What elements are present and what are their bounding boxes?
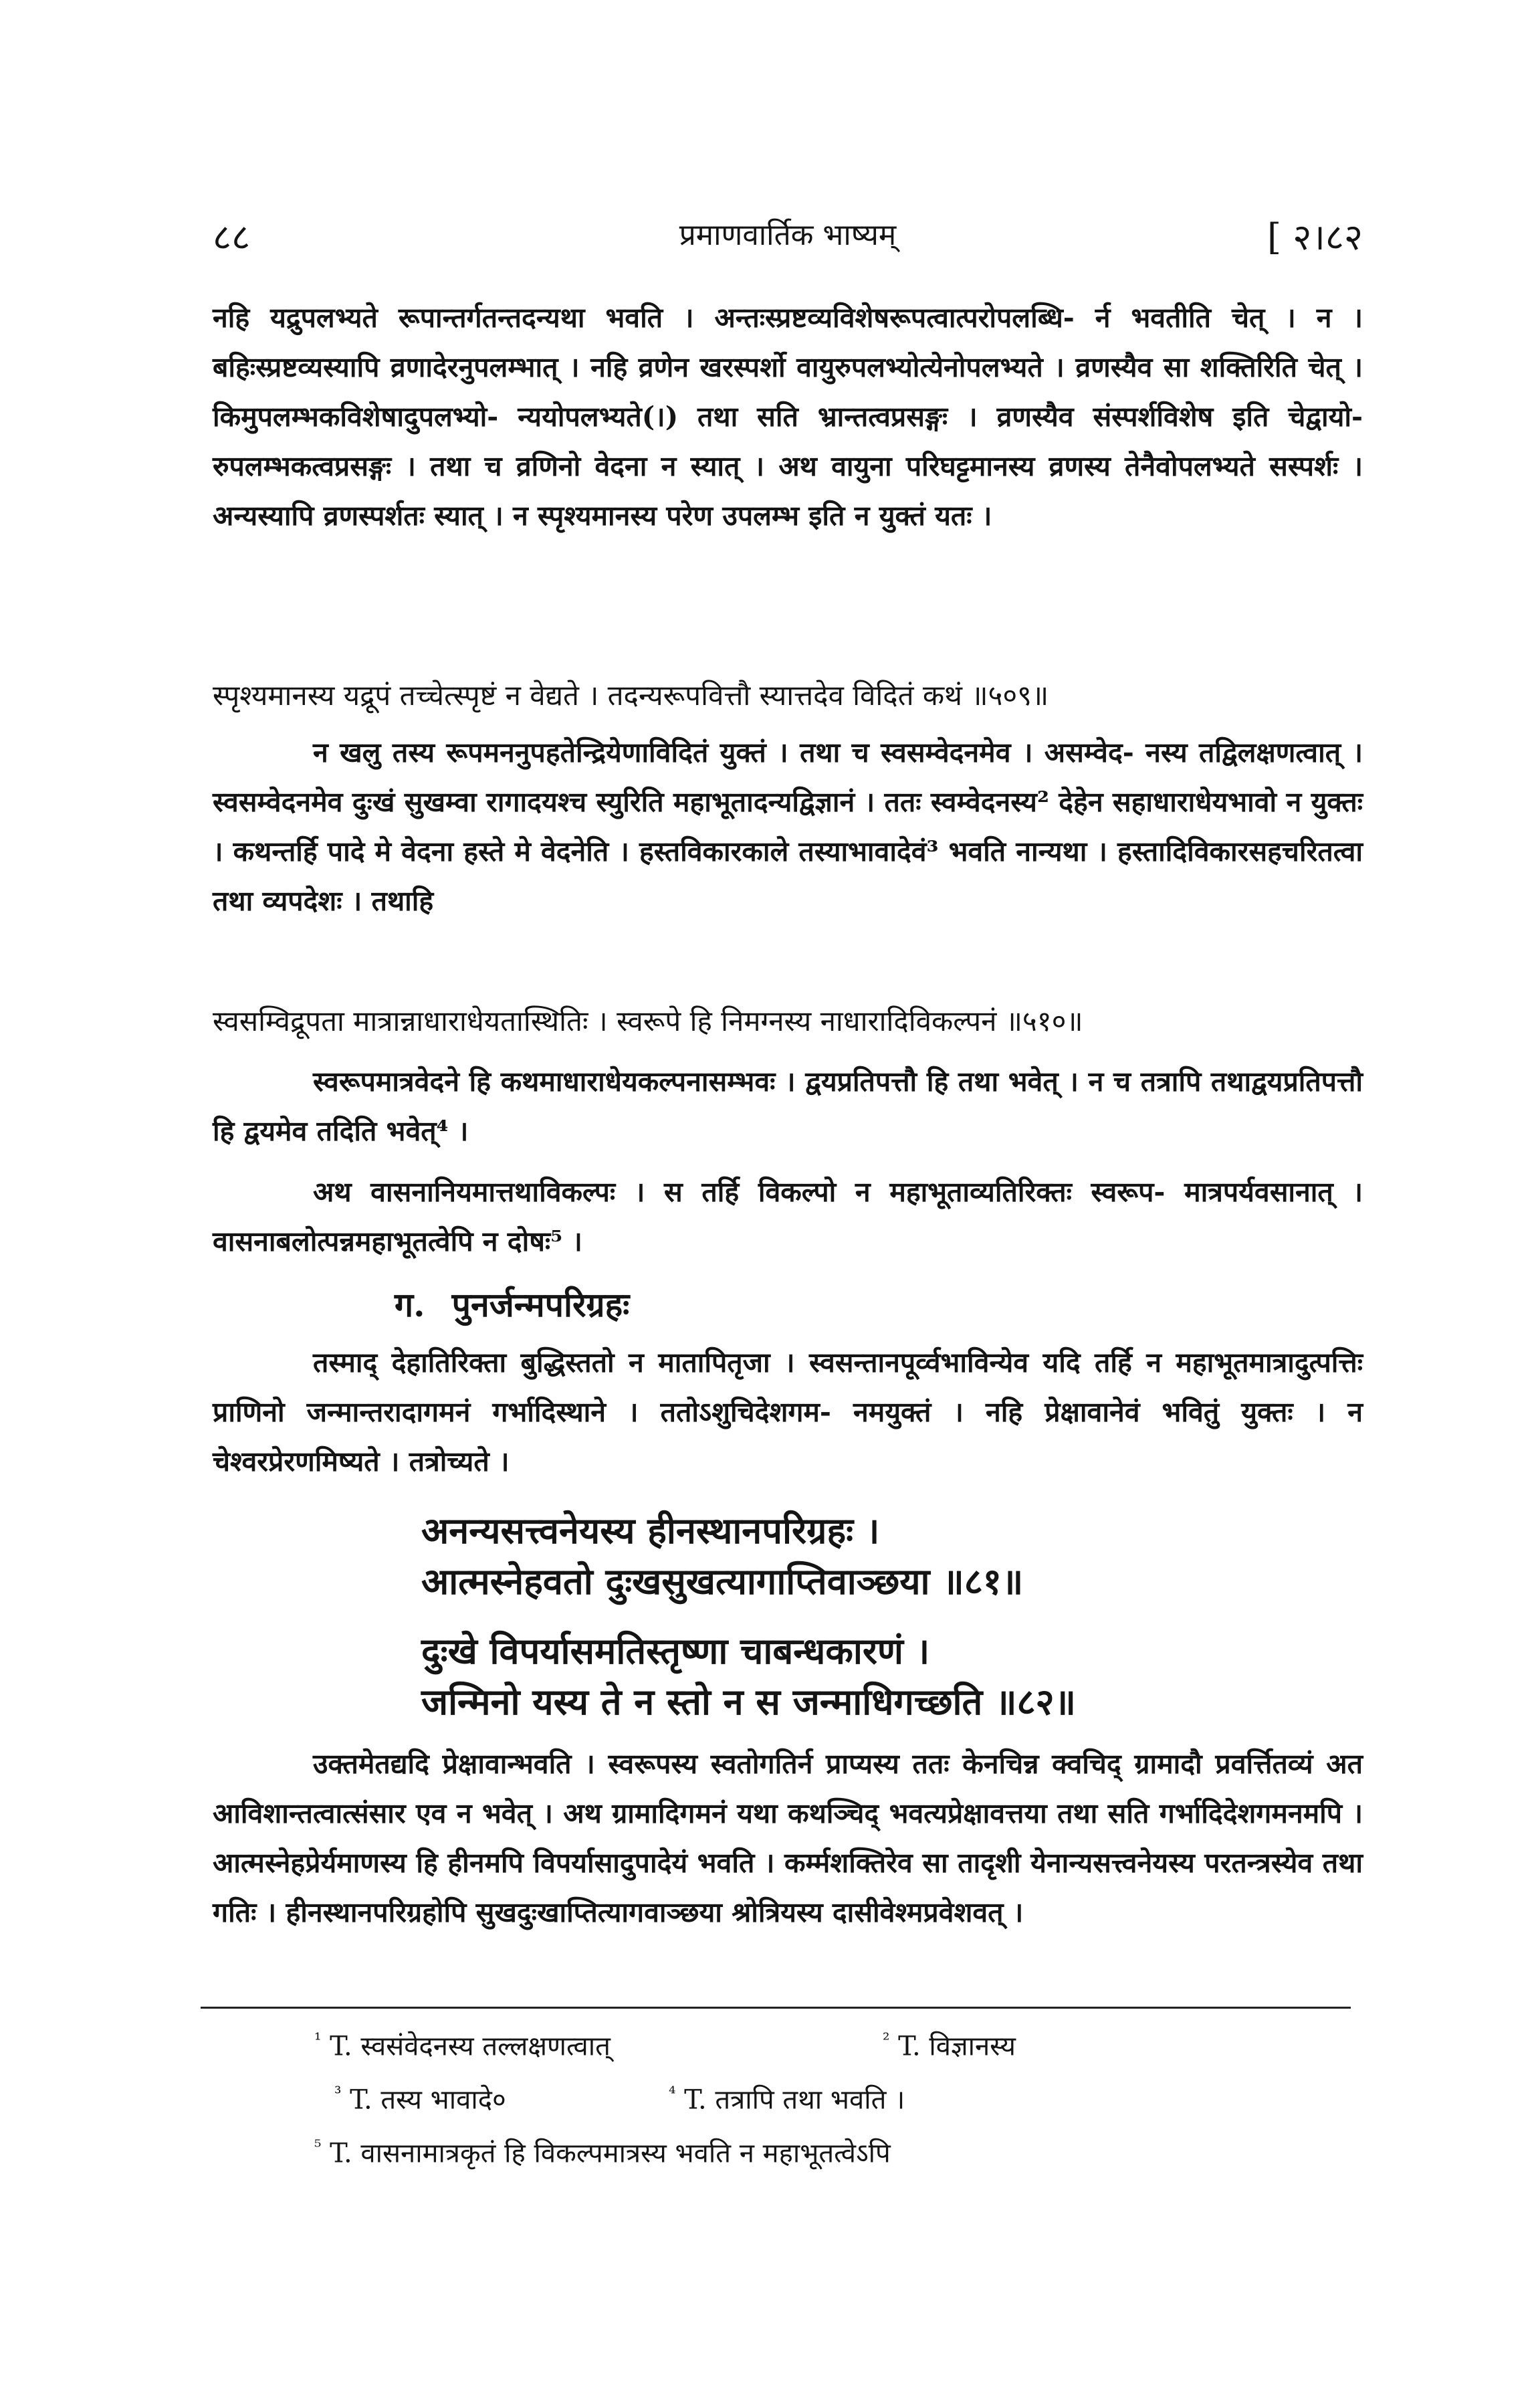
section-heading	[395, 1281, 629, 1326]
footnote-2	[883, 2020, 1016, 2066]
karika-510: स्वसम्विद्रूपता मात्रान्नाधाराधेयतास्थितिः । स्वरूपे हि निमग्नस्य नाधारादिविकल्पनं ॥५१०॥	[213, 1005, 1083, 1037]
verse-81-line-2: आत्मस्नेहवतो दुःखसुखत्यागाप्तिवाञ्छया ॥८१॥	[421, 1560, 1024, 1603]
footnote-3	[334, 2074, 506, 2120]
karika-509: स्पृश्यमानस्य यद्रूपं तच्चेत्स्पृष्टं न वेद्यते । तदन्यरूपवित्तौ स्यात्तदेव विदितं कथं ॥५०९॥	[213, 679, 1049, 712]
footnote-2-marker: ²	[883, 2030, 890, 2050]
footnote-2-text: T. विज्ञानस्य	[898, 2031, 1016, 2062]
commentary-paragraph-3: स्वरूपमात्रवेदने हि कथमाधाराधेयकल्पनासम्भवः । द्वयप्रतिपत्तौ हि तथा भवेत् । न च तत्रापि तथाद्वयप्रतिपत्तौ हि द्वयमेव तदिति भवेत्⁴ ।	[213, 1066, 1363, 1147]
footnote-5-marker: ⁵	[314, 2137, 322, 2157]
footnote-4-marker: ⁴	[669, 2084, 676, 2104]
verse-reference: [ २।८२	[1267, 216, 1363, 258]
footnote-3-marker: ³	[334, 2084, 342, 2104]
commentary-paragraph-2: न खलु तस्य रूपमननुपहतेन्द्रियेणाविदितं युक्तं । तथा च स्वसम्वेदनमेव । असम्वेद- नस्य तद्विलक्षणत्वात् । स्वसम्वेदनमेव दुःखं सुखम्वा रागादयश्च स्युरिति महाभूतादन्यद्विज्ञानं । ततः स्वम्वेदनस्य² देहेन सहाधाराधेयभावो न युक्तः । कथन्तर्हि पादे मे वेदना हस्ते मे वेदनेति । हस्तविकारकाले तस्याभावादेवं³ भवति नान्यथा । हस्तादिविकारसहचरितत्वा तथा व्यपदेशः । तथाहि	[213, 736, 1363, 917]
section-mark: ग.	[395, 1285, 425, 1324]
footnote-4-text: T. तत्रापि तथा भवति ।	[684, 2084, 905, 2116]
verse-82-line-1: दुःखे विपर्यासमतिस्तृष्णा चाबन्धकारणं ।	[421, 1629, 930, 1672]
verse-82	[421, 1625, 1291, 1727]
footnote-1	[314, 2020, 611, 2066]
commentary-paragraph-5: तस्माद् देहातिरिक्ता बुद्धिस्ततो न मातापितृजा । स्वसन्तानपूर्व्वभाविन्येव यदि तर्हि न महाभूतमात्रादुत्पत्तिः प्राणिनो जन्मान्तरादागमनं गर्भादिस्थाने । ततोऽशुचिदेशगम- नमयुक्तं । नहि प्रेक्षावानेवं भवितुं युक्तः । न चेश्वरप्रेरणमिष्यते । तत्रोच्यते ।	[213, 1346, 1363, 1478]
footnote-1-marker: ¹	[314, 2030, 322, 2050]
commentary-paragraph-6: उक्तमेतद्यदि प्रेक्षावान्भवति । स्वरूपस्य स्वतोगतिर्न प्राप्यस्य ततः केनचिन्न क्वचिद् ग्रामादौ प्रवर्त्तितव्यं अत आविशान्तत्वात्संसार एव न भवेत् । अथ ग्रामादिगमनं यथा कथञ्चिद् भवत्यप्रेक्षावत्तया तथा सति गर्भादिदेशगमनमपि । आत्मस्नेहप्रेर्यमाणस्य हि हीनमपि विपर्यासादुपादेयं भवति । कर्म्मशक्तिरेव सा तादृशी येनान्यसत्त्वनेयस्य परतन्त्रस्येव तथा गतिः । हीनस्थानपरिग्रहोपि सुखदुःखाप्तित्यागवाञ्छया श्रोत्रियस्य दासीवेश्मप्रवेशवत् ।	[213, 1748, 1363, 1928]
commentary-paragraph-4: अथ वासनानियमात्तथाविकल्पः । स तर्हि विकल्पो न महाभूताव्यतिरिक्तः स्वरूप- मात्रपर्यवसानात् । वासनाबलोत्पन्नमहाभूतत्वेपि न दोषः⁵ ।	[213, 1176, 1363, 1258]
verse-81-line-1: अनन्यसत्त्वनेयस्य हीनस्थानपरिग्रहः ।	[421, 1509, 880, 1552]
running-title: प्रमाणवार्तिक भाष्यम्	[679, 218, 897, 252]
page-number: ८८	[213, 216, 251, 258]
commentary-paragraph-1: नहि यद्रुपलभ्यते रूपान्तर्गतन्तदन्यथा भवति । अन्तःस्प्रष्टव्यविशेषरूपत्वात्परोपलब्धि- र्न भवतीति चेत् । न । बहिःस्प्रष्टव्यस्यापि व्रणादेरनुपलम्भात् । नहि व्रणेन खरस्पर्शो वायुरुपलभ्योत्येनोपलभ्यते । व्रणस्यैव सा शक्तिरिति चेत् । किमुपलम्भकविशेषादुपलभ्यो- न्ययोपलभ्यते(।) तथा सति भ्रान्तत्वप्रसङ्गः । व्रणस्यैव संस्पर्शविशेष इति चेद्वायो- रुपलम्भकत्वप्रसङ्गः । तथा च व्रणिनो वेदना न स्यात् । अथ वायुना परिघट्टमानस्य व्रणस्य तेनैवोपलभ्यते सस्पर्शः । अन्यस्यापि व्रणस्पर्शतः स्यात् । न स्पृश्यमानस्य परेण उपलम्भ इति न युक्तं यतः ।	[213, 302, 1363, 532]
section-title: पुनर्जन्मपरिग्रहः	[451, 1285, 630, 1324]
footnote-1-text: T. स्वसंवेदनस्य तल्लक्षणत्वात्	[330, 2031, 611, 2062]
footnote-5-text: T. वासनामात्रकृतं हि विकल्पमात्रस्य भवति न महाभूतत्वेऽपि	[330, 2138, 891, 2169]
running-header	[213, 211, 1363, 264]
footnote-3-text: T. तस्य भावादे०	[350, 2084, 506, 2116]
verse-81	[421, 1505, 1291, 1607]
footnote-4	[669, 2074, 905, 2120]
verse-82-line-2: जन्मिनो यस्य ते न स्तो न स जन्माधिगच्छति ॥८२॥	[421, 1680, 1076, 1723]
footnote-rule	[201, 2007, 1351, 2009]
footnote-5	[314, 2127, 891, 2173]
